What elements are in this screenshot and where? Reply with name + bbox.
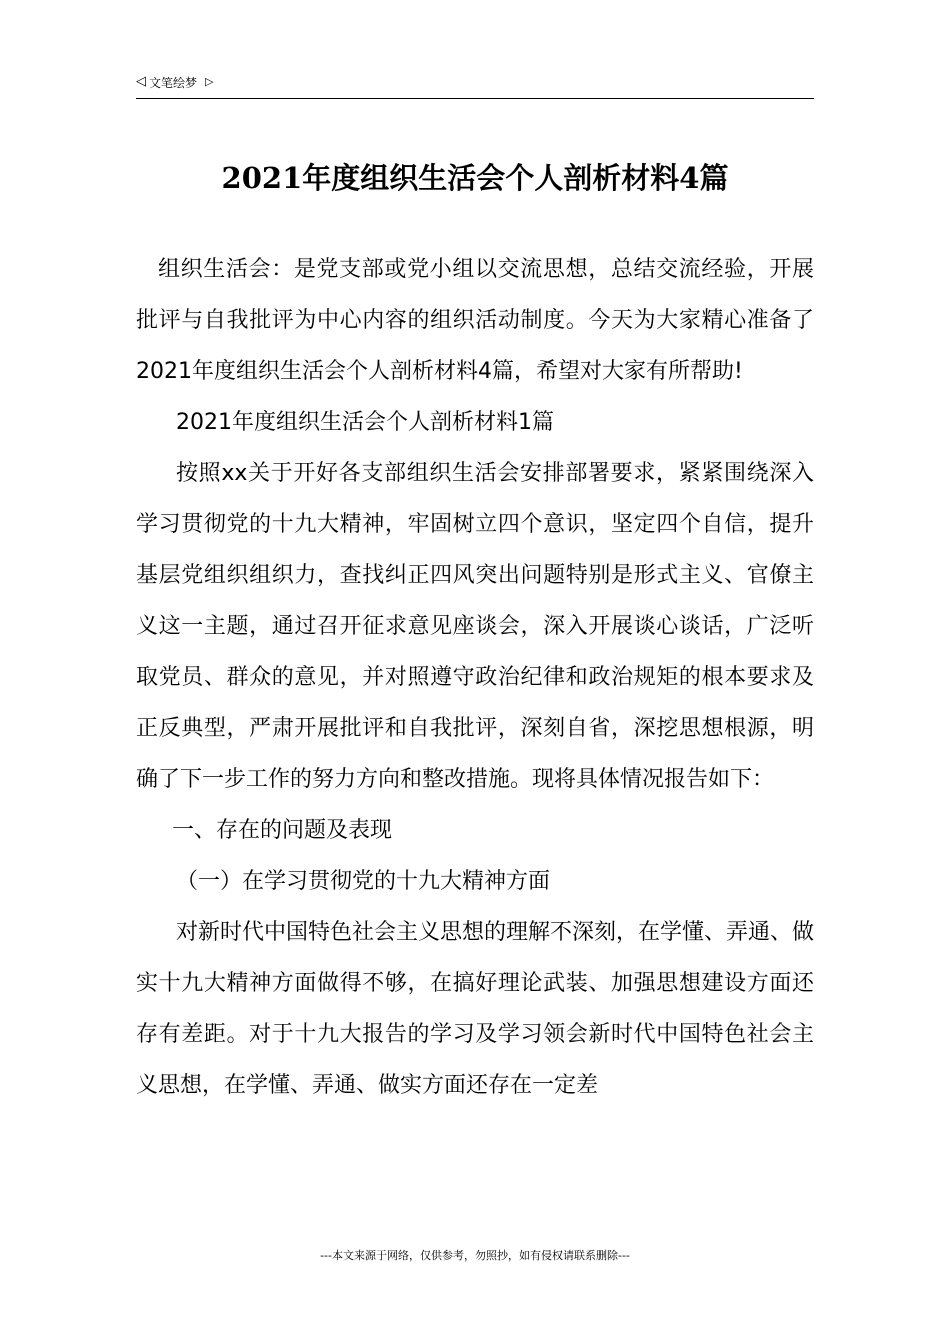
heading-level-1: 一、存在的问题及表现	[172, 818, 393, 843]
right-triangle-icon: ▷	[205, 75, 214, 88]
body-paragraph: 对新时代中国特色社会主义思想的理解不深刻，在学懂、弄通、做实十九大精神方面做得不够，在搞好理论武装、加强思想建设方面还存有差距。对于十九大报告的学习及学习领会新时代中国特色社会主义思想，在学懂、弄通、做实方面还存在一定差	[136, 920, 815, 1098]
page-header	[136, 72, 814, 99]
intro-paragraph: 组织生活会：是党支部或党小组以交流思想，总结交流经验，开展批评与自我批评为中心内容的组织活动制度。今天为大家精心准备了2021年度组织生活会个人剖析材料4篇，希望对大家有所帮助!	[136, 257, 814, 384]
document-body	[136, 244, 814, 1111]
header-text: 文笔绘梦	[149, 76, 198, 90]
document-title: 2021年度组织生活会个人剖析材料4篇	[221, 161, 729, 195]
left-triangle-icon: ◁	[136, 74, 146, 89]
heading-level-2: （一）在学习贯彻党的十九大精神方面	[176, 869, 551, 894]
section-title: 2021年度组织生活会个人剖析材料1篇	[176, 410, 554, 435]
page-footer: ---本文来源于网络，仅供参考，勿照抄，如有侵权请联系删除---	[320, 1249, 630, 1262]
body-paragraph: 按照xx关于开好各支部组织生活会安排部署要求，紧紧围绕深入学习贯彻党的十九大精神，牢固树立四个意识，坚定四个自信，提升基层党组织组织力，查找纠正四风突出问题特别是形式主义、官僚主义这一主题，通过召开征求意见座谈会，深入开展谈心谈话，广泛听取党员、群众的意见，并对照遵守政治纪律和政治规矩的根本要求及正反典型，严肃开展批评和自我批评，深刻自省，深挖思想根源，明确了下一步工作的努力方向和整改措施。现将具体情况报告如下：	[136, 461, 814, 792]
